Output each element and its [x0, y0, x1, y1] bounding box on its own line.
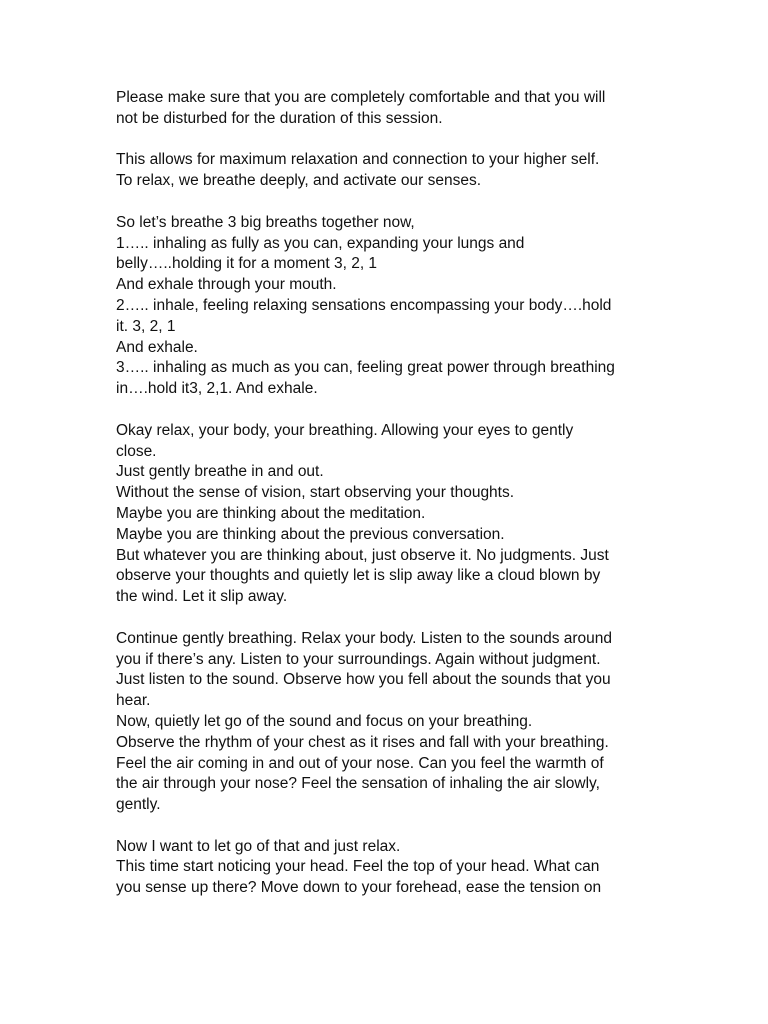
paragraph: [116, 213, 664, 400]
paragraph-gap: [116, 400, 664, 421]
text-line: And exhale through your mouth.: [116, 276, 337, 294]
paragraph-gap: [116, 130, 664, 151]
text-line: hear.: [116, 692, 151, 710]
text-line: observe your thoughts and quietly let is slip away like a cloud blown by: [116, 567, 601, 585]
paragraph: [116, 88, 664, 130]
text-line: close.: [116, 442, 157, 460]
text-line: Just gently breathe in and out.: [116, 463, 324, 481]
document-body: [116, 88, 664, 899]
text-line: the air through your nose? Feel the sensation of inhaling the air slowly,: [116, 775, 600, 793]
text-line: you sense up there? Move down to your forehead, ease the tension on: [116, 879, 602, 897]
text-line: Just listen to the sound. Observe how you fell about the sounds that you: [116, 671, 611, 689]
text-line: belly…..holding it for a moment 3, 2, 1: [116, 255, 378, 273]
paragraph: [116, 629, 664, 816]
paragraph: [116, 150, 664, 192]
text-line: So let’s breathe 3 big breaths together now,: [116, 213, 415, 231]
text-line: it. 3, 2, 1: [116, 317, 176, 335]
paragraph: [116, 421, 664, 608]
text-line: 1….. inhaling as fully as you can, expanding your lungs and: [116, 234, 525, 252]
text-line: Please make sure that you are completely comfortable and that you will: [116, 89, 606, 106]
paragraph-gap: [116, 192, 664, 213]
text-line: And exhale.: [116, 338, 198, 356]
paragraph: [116, 837, 664, 899]
text-line: Maybe you are thinking about the meditation.: [116, 504, 426, 522]
text-line: To relax, we breathe deeply, and activate our senses.: [116, 172, 482, 190]
text-line: This time start noticing your head. Feel the top of your head. What can: [116, 858, 600, 876]
text-line: Without the sense of vision, start observing your thoughts.: [116, 484, 515, 502]
text-line: 3….. inhaling as much as you can, feeling great power through breathing: [116, 359, 615, 377]
text-line: Observe the rhythm of your chest as it rises and fall with your breathing.: [116, 733, 609, 751]
text-line: Continue gently breathing. Relax your body. Listen to the sounds around: [116, 629, 613, 647]
text-line: Feel the air coming in and out of your nose. Can you feel the warmth of: [116, 754, 604, 772]
text-line: you if there’s any. Listen to your surroundings. Again without judgment.: [116, 650, 601, 668]
text-line: in….hold it3, 2,1. And exhale.: [116, 380, 318, 398]
paragraph-gap: [116, 608, 664, 629]
text-line: Now, quietly let go of the sound and focus on your breathing.: [116, 712, 533, 730]
text-line: This allows for maximum relaxation and connection to your higher self.: [116, 151, 600, 169]
text-line: Okay relax, your body, your breathing. Allowing your eyes to gently: [116, 421, 574, 439]
text-line: the wind. Let it slip away.: [116, 588, 288, 606]
text-line: Now I want to let go of that and just relax.: [116, 837, 401, 855]
paragraph-gap: [116, 816, 664, 837]
text-line: But whatever you are thinking about, just observe it. No judgments. Just: [116, 546, 609, 564]
text-line: 2….. inhale, feeling relaxing sensations encompassing your body….hold: [116, 296, 612, 314]
text-line: not be disturbed for the duration of this session.: [116, 109, 443, 127]
text-line: Maybe you are thinking about the previous conversation.: [116, 525, 505, 543]
text-line: gently.: [116, 796, 161, 814]
